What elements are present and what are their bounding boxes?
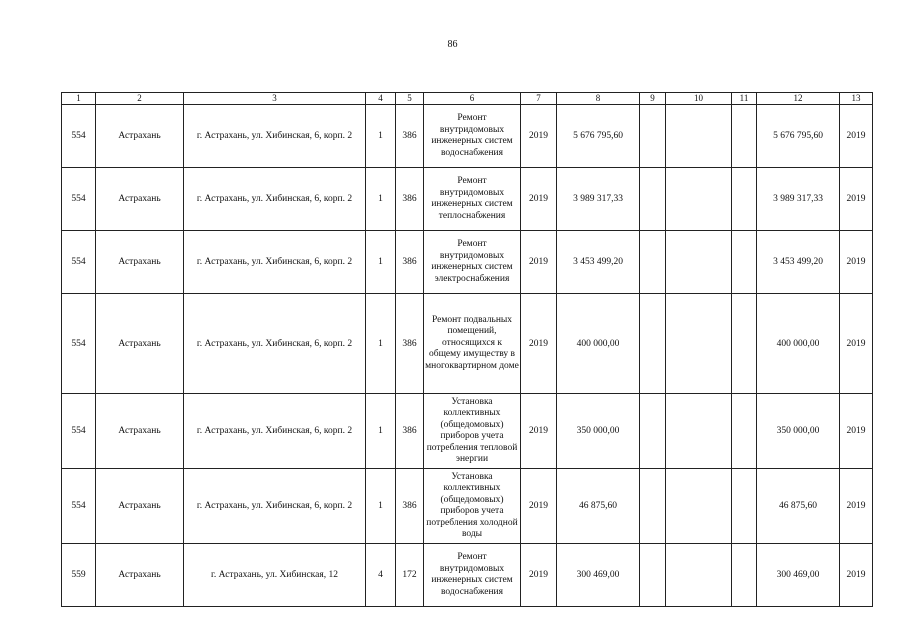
table-row: [62, 469, 873, 544]
cell-col11: [732, 168, 757, 231]
capital-repair-table: [61, 92, 873, 607]
column-header: 10: [666, 93, 732, 105]
cell-col4: 1: [366, 469, 396, 544]
cell-work-type: Установка коллективных (общедомовых) приборов учета потребления холодной воды: [424, 469, 521, 544]
header-row: [62, 93, 873, 105]
cell-number: 559: [62, 544, 96, 607]
cell-cost: 5 676 795,60: [557, 105, 640, 168]
cell-col4: 1: [366, 394, 396, 469]
cell-col11: [732, 105, 757, 168]
cell-year-end: 2019: [840, 394, 873, 469]
cell-municipality: Астрахань: [96, 168, 184, 231]
cell-col9: [640, 394, 666, 469]
cell-col5: 386: [396, 105, 424, 168]
column-header: 7: [521, 93, 557, 105]
table-row: [62, 394, 873, 469]
cell-year: 2019: [521, 544, 557, 607]
cell-col11: [732, 231, 757, 294]
table-row: [62, 105, 873, 168]
column-header: 8: [557, 93, 640, 105]
cell-col5: 386: [396, 469, 424, 544]
cell-col10: [666, 105, 732, 168]
column-header: 9: [640, 93, 666, 105]
cell-number: 554: [62, 105, 96, 168]
cell-cost: 400 000,00: [557, 294, 640, 394]
table-row: [62, 544, 873, 607]
cell-col4: 4: [366, 544, 396, 607]
cell-col10: [666, 394, 732, 469]
column-header: 5: [396, 93, 424, 105]
cell-col5: 172: [396, 544, 424, 607]
cell-col4: 1: [366, 105, 396, 168]
cell-col9: [640, 105, 666, 168]
cell-municipality: Астрахань: [96, 294, 184, 394]
cell-cost: 350 000,00: [557, 394, 640, 469]
cell-year-end: 2019: [840, 294, 873, 394]
cell-year-end: 2019: [840, 168, 873, 231]
cell-cost: 3 453 499,20: [557, 231, 640, 294]
cell-number: 554: [62, 469, 96, 544]
cell-work-type: Установка коллективных (общедомовых) приборов учета потребления тепловой энергии: [424, 394, 521, 469]
cell-address: г. Астрахань, ул. Хибинская, 6, корп. 2: [184, 231, 366, 294]
column-header: 2: [96, 93, 184, 105]
cell-col9: [640, 544, 666, 607]
cell-cost-total: 5 676 795,60: [757, 105, 840, 168]
column-header: 3: [184, 93, 366, 105]
cell-work-type: Ремонт подвальных помещений, относящихся к общему имуществу в многоквартирном доме: [424, 294, 521, 394]
cell-col9: [640, 294, 666, 394]
cell-col9: [640, 168, 666, 231]
cell-cost-total: 300 469,00: [757, 544, 840, 607]
cell-cost-total: 3 453 499,20: [757, 231, 840, 294]
cell-col4: 1: [366, 168, 396, 231]
cell-number: 554: [62, 231, 96, 294]
cell-col4: 1: [366, 231, 396, 294]
cell-municipality: Астрахань: [96, 544, 184, 607]
cell-cost: 46 875,60: [557, 469, 640, 544]
cell-col11: [732, 544, 757, 607]
cell-col9: [640, 231, 666, 294]
cell-col5: 386: [396, 168, 424, 231]
cell-year-end: 2019: [840, 469, 873, 544]
cell-col9: [640, 469, 666, 544]
cell-cost-total: 46 875,60: [757, 469, 840, 544]
column-header: 11: [732, 93, 757, 105]
cell-year-end: 2019: [840, 544, 873, 607]
cell-work-type: Ремонт внутридомовых инженерных систем водоснабжения: [424, 105, 521, 168]
table-row: [62, 168, 873, 231]
cell-col10: [666, 544, 732, 607]
cell-municipality: Астрахань: [96, 105, 184, 168]
cell-work-type: Ремонт внутридомовых инженерных систем теплоснабжения: [424, 168, 521, 231]
column-header: 1: [62, 93, 96, 105]
cell-municipality: Астрахань: [96, 231, 184, 294]
table-row: [62, 294, 873, 394]
cell-cost: 3 989 317,33: [557, 168, 640, 231]
cell-year: 2019: [521, 168, 557, 231]
cell-col11: [732, 394, 757, 469]
cell-cost-total: 400 000,00: [757, 294, 840, 394]
column-header: 6: [424, 93, 521, 105]
cell-col10: [666, 469, 732, 544]
table-row: [62, 231, 873, 294]
column-header: 4: [366, 93, 396, 105]
cell-year: 2019: [521, 469, 557, 544]
cell-year: 2019: [521, 105, 557, 168]
column-header: 13: [840, 93, 873, 105]
cell-address: г. Астрахань, ул. Хибинская, 6, корп. 2: [184, 168, 366, 231]
cell-col11: [732, 294, 757, 394]
cell-number: 554: [62, 294, 96, 394]
cell-address: г. Астрахань, ул. Хибинская, 6, корп. 2: [184, 105, 366, 168]
cell-col5: 386: [396, 294, 424, 394]
cell-year: 2019: [521, 231, 557, 294]
cell-cost: 300 469,00: [557, 544, 640, 607]
cell-year: 2019: [521, 294, 557, 394]
cell-year-end: 2019: [840, 231, 873, 294]
cell-address: г. Астрахань, ул. Хибинская, 6, корп. 2: [184, 294, 366, 394]
cell-address: г. Астрахань, ул. Хибинская, 6, корп. 2: [184, 394, 366, 469]
cell-col10: [666, 231, 732, 294]
cell-year: 2019: [521, 394, 557, 469]
cell-col10: [666, 168, 732, 231]
cell-work-type: Ремонт внутридомовых инженерных систем водоснабжения: [424, 544, 521, 607]
cell-work-type: Ремонт внутридомовых инженерных систем электроснабжения: [424, 231, 521, 294]
cell-cost-total: 350 000,00: [757, 394, 840, 469]
page-number: 86: [447, 39, 458, 50]
cell-municipality: Астрахань: [96, 394, 184, 469]
cell-col5: 386: [396, 394, 424, 469]
column-header: 12: [757, 93, 840, 105]
cell-number: 554: [62, 394, 96, 469]
cell-col4: 1: [366, 294, 396, 394]
cell-col5: 386: [396, 231, 424, 294]
cell-col11: [732, 469, 757, 544]
cell-address: г. Астрахань, ул. Хибинская, 6, корп. 2: [184, 469, 366, 544]
cell-year-end: 2019: [840, 105, 873, 168]
cell-col10: [666, 294, 732, 394]
cell-cost-total: 3 989 317,33: [757, 168, 840, 231]
cell-number: 554: [62, 168, 96, 231]
cell-municipality: Астрахань: [96, 469, 184, 544]
cell-address: г. Астрахань, ул. Хибинская, 12: [184, 544, 366, 607]
